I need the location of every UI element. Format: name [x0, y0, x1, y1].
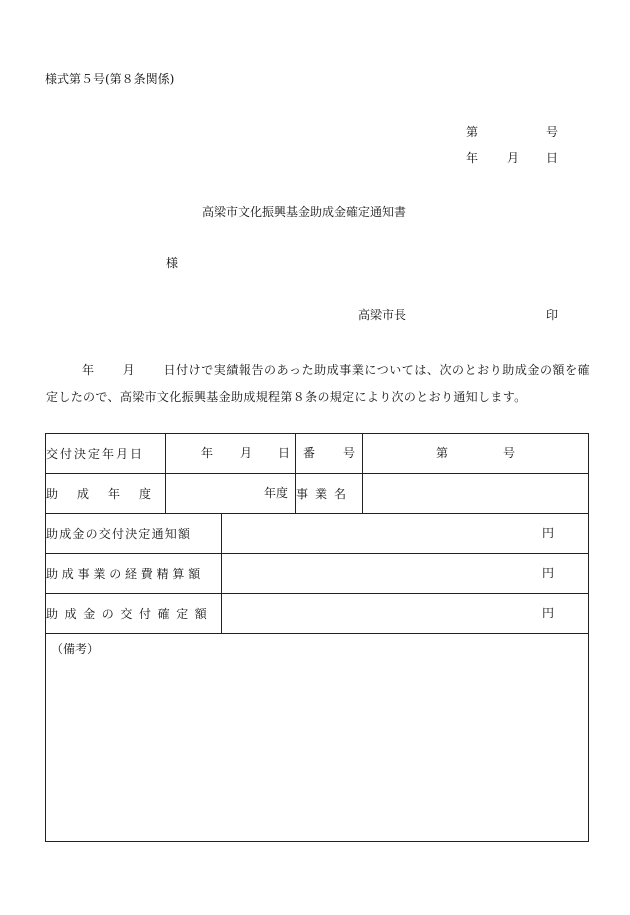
notice-body: [46, 357, 590, 411]
number-label-a: 番: [303, 446, 316, 460]
decision-date-label: 交付決定年月日: [46, 434, 166, 474]
number-label-cell: [296, 434, 363, 474]
number-value-cell[interactable]: [363, 434, 589, 474]
fiscal-year-cell[interactable]: [166, 474, 296, 514]
fiscal-year-label: 助成年度: [46, 474, 166, 514]
table-row: [46, 554, 589, 594]
issuer-name: 高梁市長: [358, 308, 407, 322]
doc-number-go: 号: [546, 125, 559, 139]
date-month: 月: [507, 151, 520, 165]
number-value-dai: 第: [436, 446, 449, 460]
table-row: [46, 474, 589, 514]
number-value-go: 号: [503, 446, 516, 460]
fiscal-year-value: 年度: [263, 486, 288, 500]
remarks-label: （備考）: [51, 642, 100, 656]
date-day: 日: [546, 151, 559, 165]
project-name-value[interactable]: [363, 474, 589, 514]
number-label-b: 号: [343, 446, 356, 460]
remarks-cell[interactable]: [46, 634, 589, 842]
date-year: 年: [466, 151, 479, 165]
grant-decision-amount-label: 助成金の交付決定通知額: [46, 514, 222, 554]
body-month: 月: [122, 363, 136, 377]
document-title: 高梁市文化振興基金助成金確定通知書: [202, 205, 407, 219]
form-number: 様式第５号(第８条関係): [45, 72, 175, 86]
decision-month: 月: [240, 446, 253, 460]
body-line3: す。: [502, 390, 527, 404]
table-row: [46, 594, 589, 634]
grant-final-amount-label: 助成金の交付確定額: [46, 594, 222, 634]
table-row: [46, 434, 589, 474]
settlement-table: [45, 433, 589, 842]
body-line1: 日付けで実績報告のあった助成事業については、次のとおり助成金の: [163, 363, 553, 377]
expense-settlement-amount-label: 助成事業の経費精算額: [46, 554, 222, 594]
decision-day: 日: [278, 446, 291, 460]
body-line2: 額を確定したので、高梁市文化振興基金助成規程第８条の規定により次のとおり通知しま: [46, 363, 590, 404]
decision-date-cell: [166, 434, 296, 474]
decision-year: 年: [201, 446, 214, 460]
expense-settlement-amount-cell[interactable]: [222, 554, 589, 594]
project-name-label: 事業名: [296, 474, 363, 514]
addressee-suffix: 様: [166, 256, 179, 270]
yen-unit: 円: [541, 566, 554, 580]
table-row: [46, 634, 589, 842]
body-year: 年: [82, 363, 95, 377]
yen-unit: 円: [541, 526, 554, 540]
yen-unit: 円: [541, 606, 554, 620]
grant-final-amount-cell[interactable]: [222, 594, 589, 634]
doc-number-dai: 第: [466, 125, 479, 139]
seal-mark: 印: [546, 308, 559, 322]
grant-decision-amount-cell[interactable]: [222, 514, 589, 554]
table-row: [46, 514, 589, 554]
